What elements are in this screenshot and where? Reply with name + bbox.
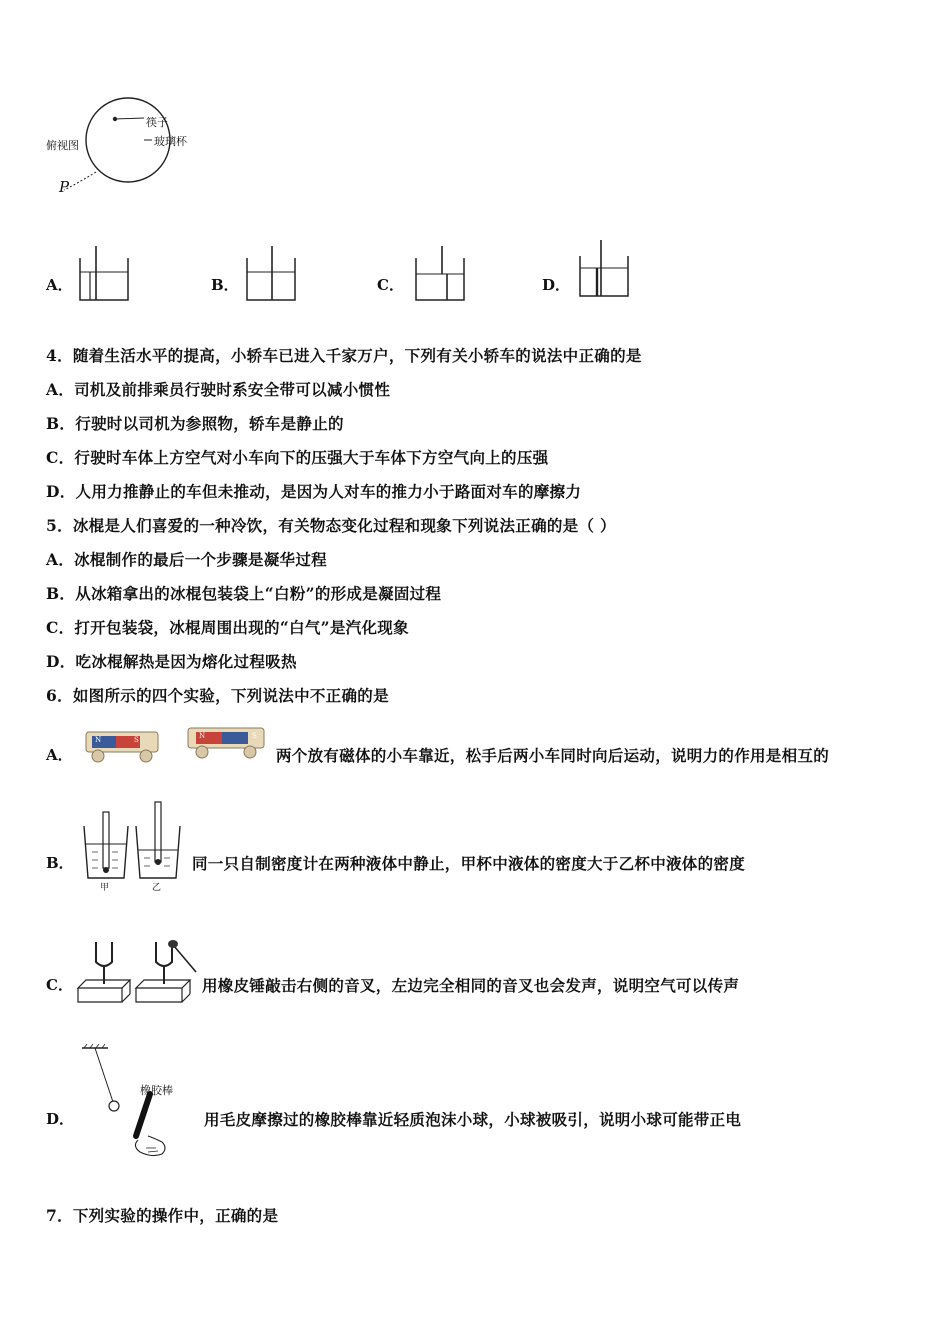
rubber-rod-ball-figure [78,1044,188,1164]
rubber-rod-label: 橡胶棒 [140,1084,173,1097]
q6-option-d-text: 用毛皮摩擦过的橡胶棒靠近轻质泡沫小球，小球被吸引，说明小球可能带正电 [204,1110,742,1129]
cart-right-s-label: S [252,732,257,740]
magnet-cart-right [186,722,266,762]
tuning-forks [76,936,201,1006]
magnet-cart-left [84,726,164,766]
q6-option-b-label: B． [46,854,74,872]
q3-beaker-a [76,244,136,304]
q4-option-d: D．人用力推静止的车但未推动，是因为人对车的推力小于路面对车的摩擦力 [46,482,582,501]
q6-option-d-label: D． [46,1110,75,1128]
q5-stem: 5．冰棍是人们喜爱的一种冷饮，有关物态变化过程和现象下列说法正确的是（ ） [46,516,616,535]
q6-option-b-text: 同一只自制密度计在两种液体中静止，甲杯中液体的密度大于乙杯中液体的密度 [192,854,746,873]
q4-stem: 4．随着生活水平的提高，小轿车已进入千家万户，下列有关小轿车的说法中正确的是 [46,346,642,365]
chopsticks-label: 筷子 [146,116,168,129]
q3-beaker-c [412,244,472,304]
q3-option-b-label: B． [211,276,239,294]
glass-label: 玻璃杯 [154,135,187,148]
cart-left-n-label: N [95,736,102,744]
q3-option-c-label: C． [377,276,404,294]
cart-right-n-label: N [199,732,206,740]
q5-option-b: B．从冰箱拿出的冰棍包装袋上“白粉”的形成是凝固过程 [46,584,442,603]
q5-option-a: A．冰棍制作的最后一个步骤是凝华过程 [46,550,327,569]
q4-option-b: B．行驶时以司机为参照物，轿车是静止的 [46,414,344,433]
q7-stem: 7．下列实验的操作中，正确的是 [46,1206,279,1225]
q6-option-a-text: 两个放有磁体的小车靠近，松手后两小车同时向后运动，说明力的作用是相互的 [276,746,830,765]
beaker-yi-label: 乙 [152,883,162,893]
q6-option-a-label: A． [46,746,73,764]
q3-beaker-d [576,238,636,302]
q3-option-d-label: D． [542,276,571,294]
q4-option-a: A．司机及前排乘员行驶时系安全带可以减小惯性 [46,380,391,399]
q6-option-c-text: 用橡皮锤敲击右侧的音叉，左边完全相同的音叉也会发声，说明空气可以传声 [202,976,740,995]
q3-beaker-b [243,244,303,304]
q6-option-c-label: C． [46,976,73,994]
q3-option-a-label: A． [46,276,73,294]
beaker-jia-label: 甲 [100,883,110,893]
q4-option-c: C．行驶时车体上方空气对小车向下的压强大于车体下方空气向上的压强 [46,448,549,467]
density-meter-beakers [78,800,188,890]
point-p-label: P [59,178,70,196]
cart-left-s-label: S [134,736,139,744]
topview-label: 俯视图 [46,139,79,152]
q5-option-d: D．吃冰棍解热是因为熔化过程吸热 [46,652,297,671]
q5-option-c: C．打开包装袋，冰棍周围出现的“白气”是汽化现象 [46,618,409,637]
q6-stem: 6．如图所示的四个实验，下列说法中不正确的是 [46,686,389,705]
